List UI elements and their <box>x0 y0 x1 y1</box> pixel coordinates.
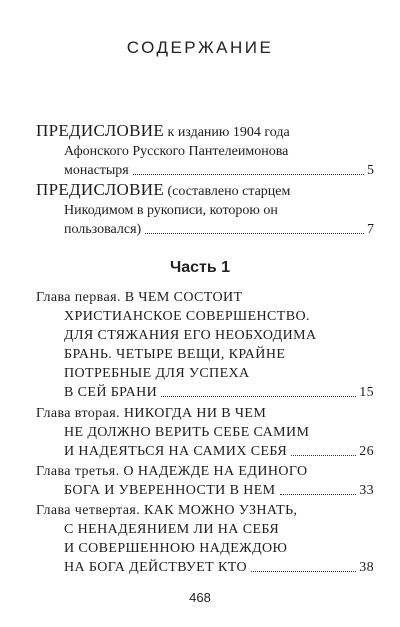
toc-entry-line: ДЛЯ СТЯЖАНИЯ ЕГО НЕОБХОДИМА <box>64 328 317 343</box>
toc-entry-first-line: Глава первая. В ЧЕМ СОСТОИТ <box>36 290 243 305</box>
toc-page-number: 7 <box>367 222 374 237</box>
toc-entry-last-line: БОГА И УВЕРЕННОСТИ В НЕМ <box>64 483 276 498</box>
toc-entry-line: Никодимом в рукописи, которою он <box>64 203 278 218</box>
contents-title: СОДЕРЖАНИЕ <box>126 38 274 57</box>
toc-entry-first-line: Глава четвертая. КАК МОЖНО УЗНАТЬ, <box>36 503 298 518</box>
toc-entry-line: ХРИСТИАНСКОЕ СОВЕРШЕНСТВО. <box>64 309 310 324</box>
toc-entry-line: НЕ ДОЛЖНО ВЕРИТЬ СЕБЕ САМИМ <box>64 425 310 440</box>
toc-page-number: 26 <box>359 444 374 459</box>
toc-page-number: 5 <box>367 163 374 178</box>
dot-leader <box>145 233 364 234</box>
toc-entry-line: И СОВЕРШЕННОЮ НАДЕЖДОЮ <box>64 541 288 556</box>
dot-leader <box>291 455 356 456</box>
toc-entry-last-line: пользовался) <box>64 222 142 237</box>
toc-entry-chapter-3[interactable] <box>36 462 374 500</box>
toc-entry-line: С НЕНАДЕЯНИЕМ ЛИ НА СЕБЯ <box>64 522 280 537</box>
preface-label: ПРЕДИСЛОВИЕ <box>36 180 165 199</box>
toc-entry-line: БРАНЬ. ЧЕТЫРЕ ВЕЩИ, КРАЙНЕ <box>64 347 286 362</box>
toc-entry-first-line: Глава третья. О НАДЕЖДЕ НА ЕДИНОГО <box>36 464 308 479</box>
page-number: 468 <box>189 590 211 605</box>
toc-page-number: 33 <box>359 483 374 498</box>
toc-entry-first-line: Глава вторая. НИКОГДА НИ В ЧЕМ <box>36 406 267 421</box>
dot-leader <box>251 571 356 572</box>
part-heading: Часть 1 <box>169 259 231 276</box>
preface-label: ПРЕДИСЛОВИЕ <box>36 121 165 140</box>
toc-entry-preface-2[interactable] <box>36 180 374 239</box>
toc-entry-chapter-1[interactable] <box>36 288 374 402</box>
toc-entry-line: Афонского Русского Пантелеимонова <box>64 144 289 159</box>
toc-page-number: 38 <box>359 560 374 575</box>
dot-leader <box>280 494 357 495</box>
toc-entry-last-line: монастыря <box>64 163 129 178</box>
toc-entry-chapter-4[interactable] <box>36 501 374 577</box>
preface-subtitle: к изданию 1904 года <box>164 125 290 140</box>
toc-entry-last-line: НА БОГА ДЕЙСТВУЕТ КТО <box>64 560 247 575</box>
toc-entry-chapter-2[interactable] <box>36 404 374 461</box>
dot-leader <box>133 174 364 175</box>
dot-leader <box>161 396 356 397</box>
preface-subtitle: (составлено старцем <box>164 184 291 199</box>
toc-entry-preface-1[interactable] <box>36 121 374 180</box>
toc-entry-last-line: И НАДЕЯТЬСЯ НА САМИХ СЕБЯ <box>64 444 288 459</box>
toc-page-number: 15 <box>359 385 374 400</box>
toc-entry-line: ПОТРЕБНЫЕ ДЛЯ УСПЕХА <box>64 366 250 381</box>
toc-entry-last-line: В СЕЙ БРАНИ <box>64 385 158 400</box>
